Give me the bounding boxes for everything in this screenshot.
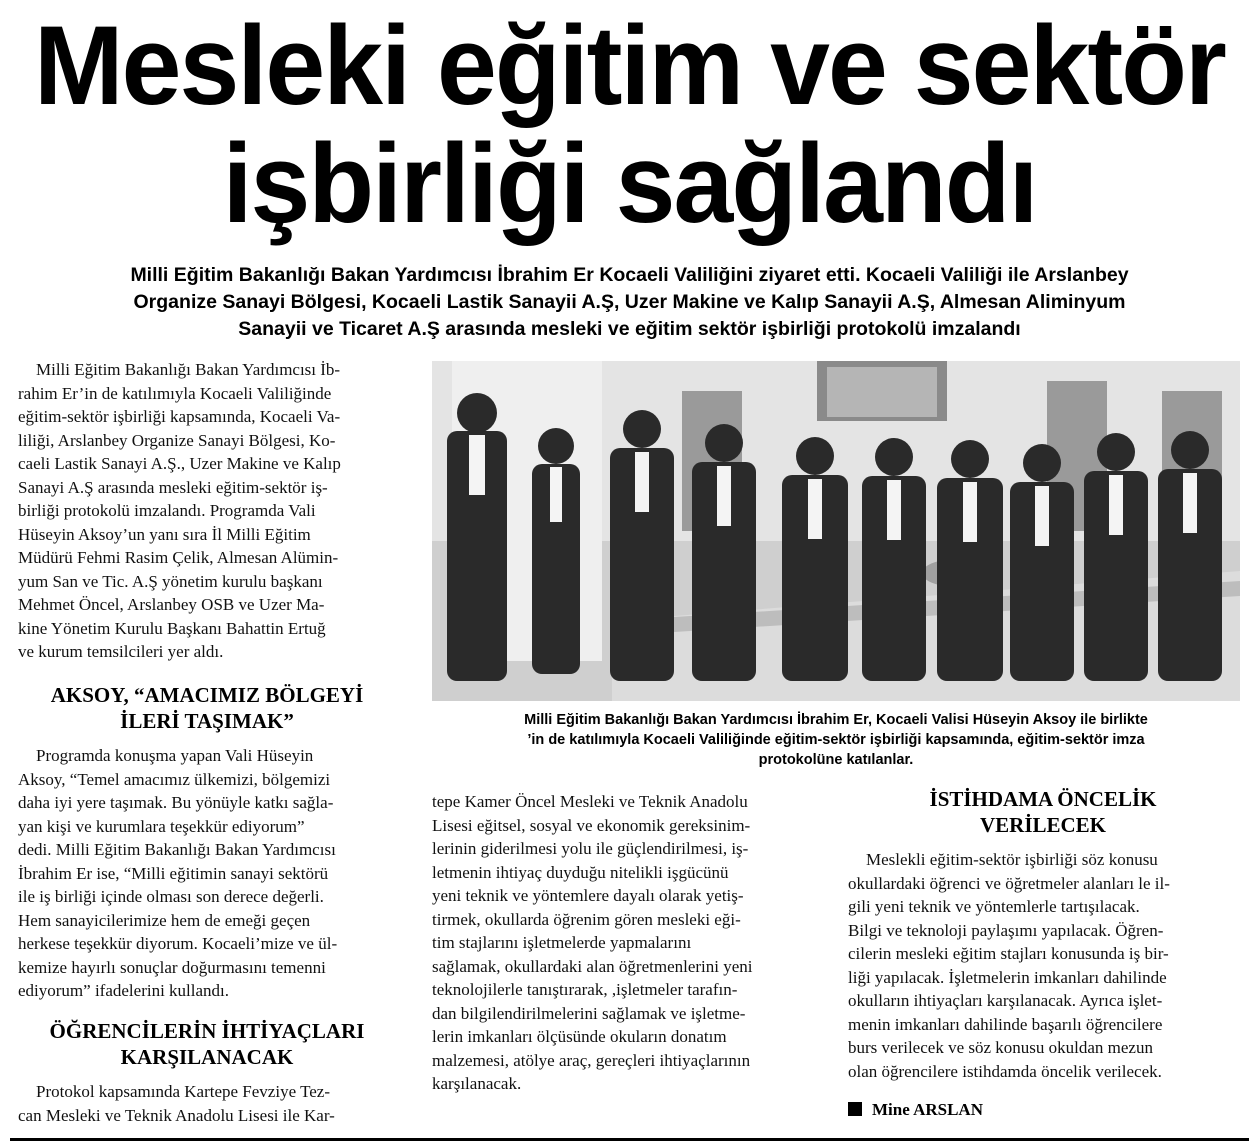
column-2-paragraph bbox=[432, 790, 818, 1096]
text-line: lerin imkanları ölçüsünde okuların donatım bbox=[432, 1027, 727, 1046]
text-line: teknolojilerle tanıştırarak, ,işletmeler tarafın- bbox=[432, 980, 738, 999]
headline-line-1: Mesleki eğitim ve sektör bbox=[33, 3, 1225, 128]
aksoy-paragraph bbox=[18, 744, 396, 1003]
column-3-paragraph bbox=[848, 848, 1238, 1083]
caption-line: protokolüne katılanlar. bbox=[758, 752, 914, 768]
headline-line-2: işbirliği sağlandı bbox=[222, 121, 1037, 246]
text-line: yeni teknik ve yöntemlere dayalı olarak yetiş- bbox=[432, 886, 744, 905]
text-line: can Mesleki ve Teknik Anadolu Lisesi ile Kar- bbox=[18, 1105, 335, 1125]
text-line: liği yapılacak. İşletmelerin imkanları dahilinde bbox=[848, 967, 1167, 987]
subhead-line: İSTİHDAMA ÖNCELİK bbox=[929, 787, 1157, 811]
text-line: olan öğrencilere istihdamda öncelik verilecek. bbox=[848, 1061, 1162, 1081]
text-line: Milli Eğitim Bakanlığı Bakan Yardımcısı İb- bbox=[36, 360, 341, 379]
text-line: eğitim-sektör işbirliği kapsamında, Kocaeli Va- bbox=[18, 407, 341, 426]
text-line: Müdürü Fehmi Rasim Çelik, Almesan Alümin- bbox=[18, 548, 339, 567]
text-line: ve kurum temsilcileri yer aldı. bbox=[18, 642, 224, 661]
text-line: dedi. Milli Eğitim Bakanlığı Bakan Yardımcısı bbox=[18, 840, 336, 859]
subhead-aksoy bbox=[18, 682, 396, 734]
text-line: burs verilecek ve söz konusu okuldan mezun bbox=[848, 1038, 1153, 1057]
text-line: Programda konuşma yapan Vali Hüseyin bbox=[36, 746, 314, 765]
subhead-line: AKSOY, “AMACIMIZ BÖLGEYİ bbox=[50, 683, 364, 707]
deck-line-1: Milli Eğitim Bakanlığı Bakan Yardımcısı İbrahim Er Kocaeli Valiliğini ziyaret etti. Kocaeli Valiliği ile Arslanbey bbox=[130, 264, 1129, 286]
caption-line: Milli Eğitim Bakanlığı Bakan Yardımcısı İbrahim Er, Kocaeli Valisi Hüseyin Aksoy ile birlikte bbox=[524, 712, 1148, 728]
square-bullet-icon bbox=[848, 1102, 862, 1116]
subhead-line: KARŞILANACAK bbox=[120, 1045, 294, 1069]
text-line: lerinin giderilmesi yolu ile güçlendirilmesi, iş- bbox=[432, 839, 749, 858]
text-line: rahim Er’in de katılımıyla Kocaeli Valiliğinde bbox=[18, 383, 332, 403]
text-line: okulların ihtiyaçları karşılanacak. Ayrıca işlet- bbox=[848, 991, 1163, 1010]
text-line: yum San ve Tic. A.Ş yönetim kurulu başkanı bbox=[18, 571, 323, 591]
text-line: daha iyi yere taşımak. Bu yönüyle katkı sağla- bbox=[18, 793, 334, 812]
caption-line: ’in de katılımıyla Kocaeli Valiliğinde eğitim-sektör işbirliği kapsamında, eğitim-sektör imza bbox=[527, 732, 1145, 748]
text-line: liliği, Arslanbey Organize Sanayi Bölgesi, Ko- bbox=[18, 430, 336, 450]
text-line: Bilgi ve teknoloji paylaşımı yapılacak. Öğren- bbox=[848, 920, 1164, 940]
subhead-ogrenciler bbox=[18, 1018, 396, 1070]
byline-author: Mine ARSLAN bbox=[872, 1100, 983, 1119]
text-line: letmenin ihtiyaç duyduğu nitelikli işgücünü bbox=[432, 862, 729, 882]
text-line: sağlamak, okullardaki alan öğretmenlerini yeni bbox=[432, 956, 753, 976]
text-line: caeli Lastik Sanayi A.Ş., Uzer Makine ve Kalıp bbox=[18, 454, 341, 473]
text-line: cilerin mesleki eğitim stajları konusunda iş bir- bbox=[848, 944, 1169, 963]
text-line: tim stajlarını işletmelerde yapmalarını bbox=[432, 933, 692, 952]
text-line: birliği protokolü imzalandı. Programda Vali bbox=[18, 501, 316, 520]
text-line: Sanayi A.Ş arasında mesleki eğitim-sektör iş- bbox=[18, 477, 328, 497]
deck-line-2: Organize Sanayi Bölgesi, Kocaeli Lastik Sanayii A.Ş, Uzer Makine ve Kalıp Sanayii A.Ş, Almesan Aliminyum bbox=[133, 291, 1126, 313]
text-line: dan bilgilendirilmelerini sağlamak ve işletme- bbox=[432, 1003, 746, 1023]
text-line: ediyorum” ifadelerini kullandı. bbox=[18, 981, 230, 1000]
text-line: menin imkanları dahilinde başarılı öğrencilere bbox=[848, 1014, 1163, 1034]
meeting-photo-illustration bbox=[432, 361, 1240, 701]
intro-paragraph bbox=[18, 358, 396, 664]
text-line: tirmek, okullarda öğrenim gören mesleki eği- bbox=[432, 909, 741, 929]
text-line: tepe Kamer Öncel Mesleki ve Teknik Anadolu bbox=[432, 792, 748, 811]
text-line: okullardaki öğrenci ve öğretmeler alanları le il- bbox=[848, 873, 1170, 893]
byline bbox=[848, 1100, 983, 1120]
text-line: ile iş birliği içinde olması son derece değerli. bbox=[18, 887, 324, 906]
bottom-rule bbox=[10, 1138, 1249, 1141]
photo-caption bbox=[432, 710, 1240, 770]
text-line: Aksoy, “Temel amacımız ülkemizi, bölgemizi bbox=[18, 769, 331, 789]
text-line: Protokol kapsamında Kartepe Fevziye Tez- bbox=[36, 1082, 331, 1101]
text-line: Meslekli eğitim-sektör işbirliği söz konusu bbox=[866, 850, 1158, 869]
text-line: Lisesi eğitsel, sosyal ve ekonomik gereksinim- bbox=[432, 815, 751, 835]
protocol-paragraph bbox=[18, 1080, 396, 1127]
subhead-line: ÖĞRENCİLERİN İHTİYAÇLARI bbox=[49, 1019, 365, 1043]
text-line: İbrahim Er ise, “Milli eğitimin sanayi sektörü bbox=[18, 863, 329, 883]
text-line: malzemesi, atölye araç, gereçleri ihtiyaçlarının bbox=[432, 1050, 751, 1070]
text-line: karşılanacak. bbox=[432, 1074, 522, 1093]
subhead-line: İLERİ TAŞIMAK” bbox=[120, 709, 294, 733]
text-line: kine Yönetim Kurulu Başkanı Bahattin Ertuğ bbox=[18, 618, 326, 638]
text-line: Mehmet Öncel, Arslanbey OSB ve Uzer Ma- bbox=[18, 595, 325, 614]
meeting-photo bbox=[432, 361, 1240, 701]
deck-line-3: Sanayii ve Ticaret A.Ş arasında mesleki ve eğitim sektör işbirliği protokolü imzalandı bbox=[238, 318, 1021, 340]
subhead-istihdam bbox=[848, 786, 1238, 838]
text-line: kemize hayırlı sonuçlar doğurmasını temenni bbox=[18, 957, 326, 977]
text-line: herkese teşekkür diyorum. Kocaeli’mize ve ül- bbox=[18, 934, 338, 953]
text-line: yan kişi ve kurumlara teşekkür ediyorum” bbox=[18, 816, 305, 836]
text-line: Hem sanayicilerimize hem de emeği geçen bbox=[18, 910, 311, 930]
text-line: Hüseyin Aksoy’un yanı sıra İl Milli Eğitim bbox=[18, 524, 311, 544]
text-line: gili yeni teknik ve yöntemlerle tartışılacak. bbox=[848, 897, 1140, 916]
subhead-line: VERİLECEK bbox=[979, 813, 1107, 837]
